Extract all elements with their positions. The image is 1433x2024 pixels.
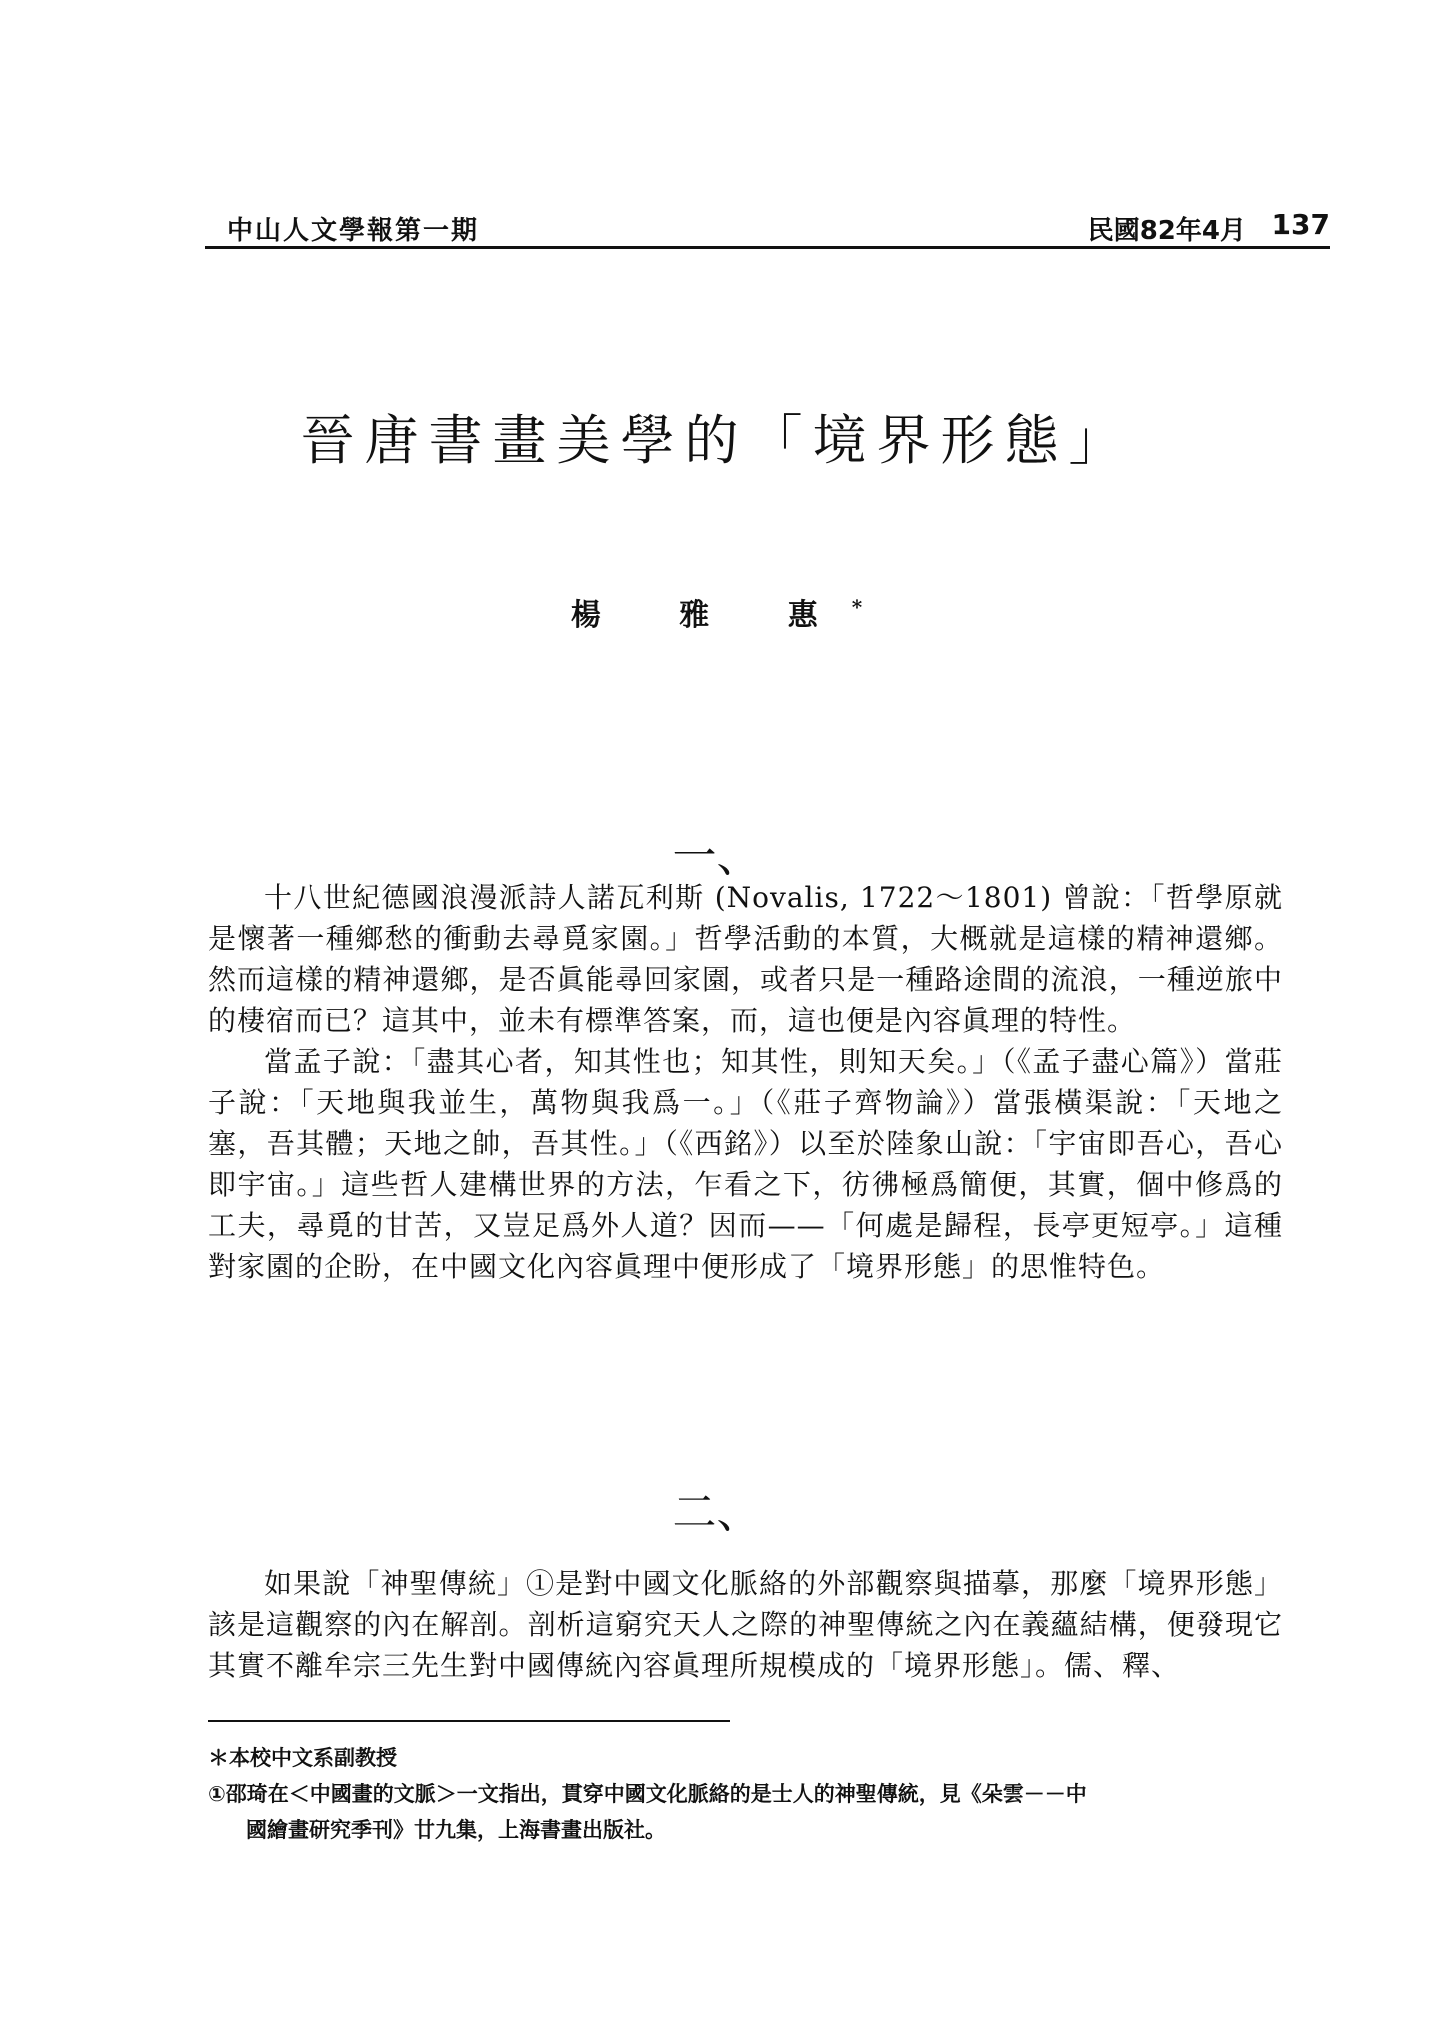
author-footnote-mark: *	[851, 595, 863, 619]
footnote-author: ＊本校中文系副教授	[208, 1746, 397, 1770]
footnote-1: ①邵琦在＜中國畫的文脈＞一文指出，貫穿中國文化脈絡的是士人的神聖傳統，見《朵雲－－中	[208, 1782, 1087, 1806]
footnotes	[208, 1740, 1283, 1848]
author-name: 楊 雅 惠	[570, 598, 852, 633]
paragraph: 如果說「神聖傳統」①是對中國文化脈絡的外部觀察與描摹，那麼「境界形態」該是這觀察的內在解剖。剖析這窮究天人之際的神聖傳統之內在義蘊結構，便發現它其實不離牟宗三先生對中國傳統內容眞理所規模成的「境界形態」。儒、釋、	[208, 1567, 1283, 1682]
paragraph: 十八世紀德國浪漫派詩人諾瓦利斯 (Novalis, 1722～1801) 曾說：「哲學原就是懷著一種鄉愁的衝動去尋覓家園。」哲學活動的本質，大概就是這樣的精神還鄉。然而這樣的精神還鄉，是否眞能尋回家園，或者只是一種路途間的流浪，一種逆旅中的棲宿而已？這其中，並未有標準答案，而，這也便是內容眞理的特性。	[208, 881, 1283, 1037]
section-heading-1: 一、	[672, 831, 761, 882]
section-heading-2: 二、	[672, 1487, 761, 1538]
issue-date: 民國82年4月	[1087, 216, 1246, 246]
journal-name: 中山人文學報第一期	[227, 216, 480, 246]
running-head	[205, 206, 1330, 249]
article-title: 晉唐書畫美學的「境界形態」	[300, 409, 1133, 472]
page-number: 137	[1271, 208, 1330, 241]
footnote-1-continued: 國繪畫研究季刊》廿九集，上海書畫出版社。	[246, 1818, 666, 1842]
section-2-body	[208, 1563, 1283, 1686]
footnote-divider	[208, 1720, 730, 1722]
paragraph: 當孟子說：「盡其心者，知其性也；知其性，則知天矣。」（《孟子盡心篇》）當莊子說：「天地與我並生，萬物與我爲一。」（《莊子齊物論》）當張橫渠說：「天地之塞，吾其體；天地之帥，吾其性。」（《西銘》）以至於陸象山說：「宇宙即吾心，吾心即宇宙。」這些哲人建構世界的方法，乍看之下，彷彿極爲簡便，其實，個中修爲的工夫，尋覓的甘苦，又豈足爲外人道？因而——「何處是歸程，長亭更短亭。」這種對家園的企盼，在中國文化內容眞理中便形成了「境界形態」的思惟特色。	[208, 1045, 1283, 1283]
section-1-body	[208, 877, 1283, 1287]
author-line	[0, 590, 1433, 634]
